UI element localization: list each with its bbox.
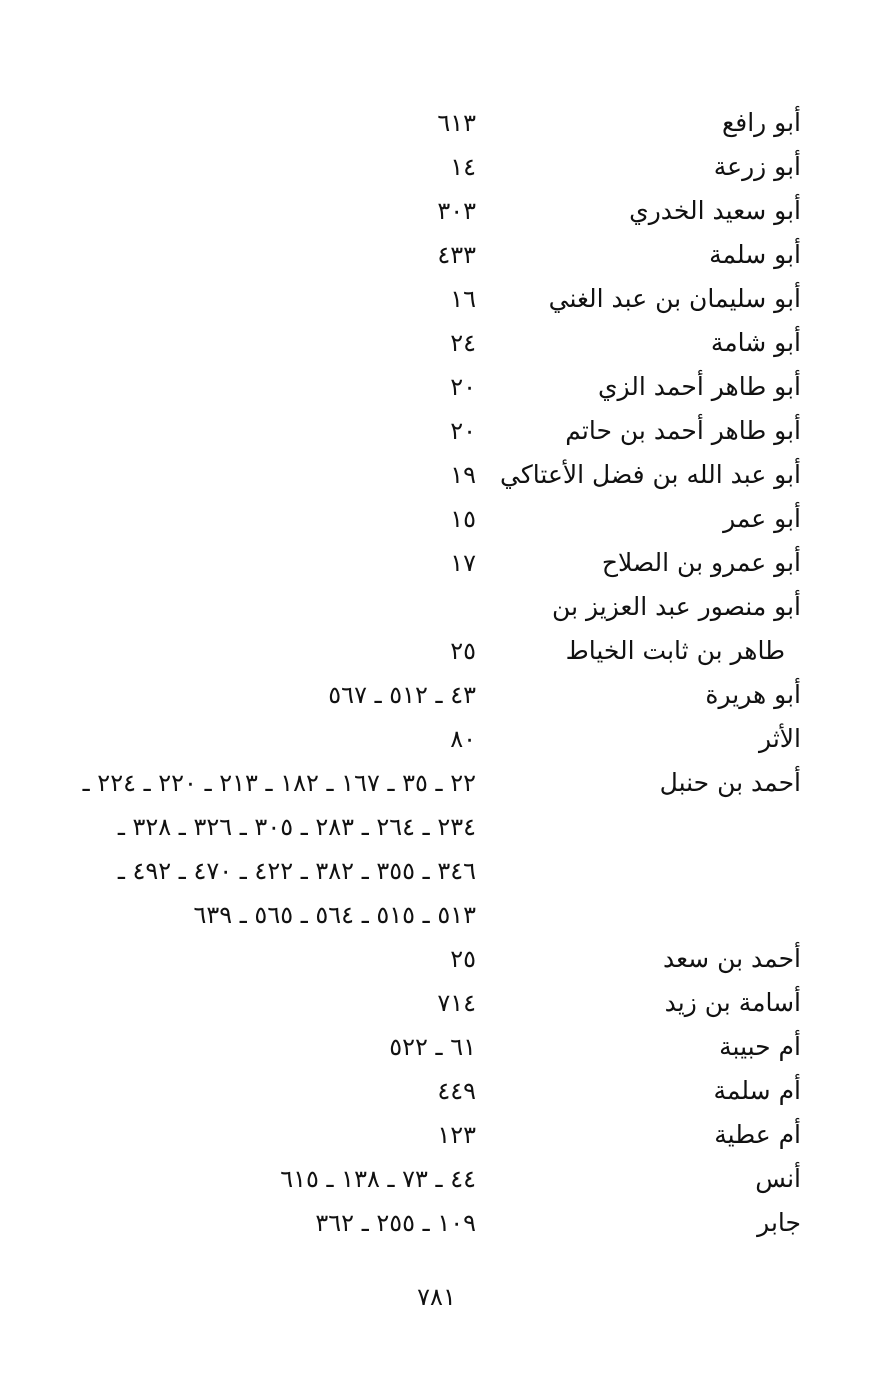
- index-entry: [0, 276, 873, 320]
- entry-name: أحمد بن حنبل: [659, 768, 801, 797]
- entry-name: أم سلمة: [713, 1076, 801, 1105]
- entry-name: أبو منصور عبد العزيز بن: [552, 592, 801, 621]
- entry-name: الأثر: [759, 724, 801, 753]
- page-number: ٧٨١: [417, 1283, 456, 1311]
- index-entry: [0, 364, 873, 408]
- entry-name: أبو سلمة: [709, 240, 801, 269]
- entry-pages: ٦١ ـ ٥٢٢: [389, 1033, 476, 1061]
- entry-pages: ٢٥: [450, 637, 476, 665]
- entry-name: أبو شامة: [710, 328, 801, 357]
- entry-pages: ٤٤ ـ ٧٣ ـ ١٣٨ ـ ٦١٥: [280, 1165, 476, 1193]
- entry-name: أم حبيبة: [719, 1032, 801, 1061]
- entry-pages: ١٥: [450, 505, 476, 533]
- entry-name: أبو زرعة: [713, 152, 801, 181]
- entry-pages: ٢٠: [450, 373, 476, 401]
- entry-name: أنس: [755, 1164, 801, 1193]
- index-entry: [0, 408, 873, 452]
- entry-name: أبو عمرو بن الصلاح: [601, 548, 801, 577]
- entry-pages: ١٤: [450, 153, 476, 181]
- entry-pages: ١٦: [450, 285, 476, 313]
- index-entry: [0, 1068, 873, 1112]
- index-entry: [0, 716, 873, 760]
- entry-pages-continuation: ٣٤٦ ـ ٣٥٥ ـ ٣٨٢ ـ ٤٢٢ ـ ٤٧٠ ـ ٤٩٢ ـ: [117, 857, 476, 885]
- index-entry: [0, 188, 873, 232]
- entry-pages: ٢٠: [450, 417, 476, 445]
- index-entry: [0, 232, 873, 276]
- index-entry: [0, 100, 873, 144]
- entry-pages: ١٢٣: [437, 1121, 476, 1149]
- entry-pages: ١٧: [450, 549, 476, 577]
- entry-name: أبو سعيد الخدري: [629, 196, 801, 225]
- entry-name: جابر: [757, 1208, 801, 1237]
- entry-name: أبو هريرة: [705, 680, 801, 709]
- entry-name: أبو عمر: [723, 504, 801, 533]
- index-entry-pages-continuation: [0, 804, 873, 848]
- entry-pages: ٨٠: [450, 725, 476, 753]
- index-entry: [0, 1024, 873, 1068]
- index-entry: [0, 760, 873, 804]
- entry-name: أبو طاهر أحمد بن حاتم: [565, 416, 801, 445]
- name-index-list: [0, 100, 873, 1244]
- entry-pages: ٤٣ ـ ٥١٢ ـ ٥٦٧: [328, 681, 476, 709]
- index-entry: [0, 672, 873, 716]
- entry-pages: ٢٥: [450, 945, 476, 973]
- entry-name: أبو طاهر أحمد الزي: [597, 372, 801, 401]
- entry-name: أبو سليمان بن عبد الغني: [548, 284, 801, 313]
- index-entry: [0, 1112, 873, 1156]
- index-entry-pages-continuation: [0, 848, 873, 892]
- entry-name: أبو عبد الله بن فضل الأعتاكي: [500, 460, 801, 489]
- entry-pages: ٢٢ ـ ٣٥ ـ ١٦٧ ـ ١٨٢ ـ ٢١٣ ـ ٢٢٠ ـ ٢٢٤ ـ: [82, 769, 476, 797]
- entry-pages: ٣٠٣: [437, 197, 476, 225]
- index-entry: [0, 320, 873, 364]
- entry-name-continuation: طاهر بن ثابت الخياط: [565, 636, 785, 665]
- index-entry: [0, 1156, 873, 1200]
- entry-pages: ٤٤٩: [437, 1077, 476, 1105]
- index-entry: [0, 540, 873, 584]
- index-entry-pages-continuation: [0, 892, 873, 936]
- index-entry: [0, 144, 873, 188]
- index-entry: [0, 452, 873, 496]
- index-entry: [0, 936, 873, 980]
- entry-pages: ٤٣٣: [437, 241, 476, 269]
- index-entry-continuation: [0, 628, 873, 672]
- entry-pages: ١٠٩ ـ ٢٥٥ ـ ٣٦٢: [315, 1209, 476, 1237]
- entry-name: أبو رافع: [721, 108, 801, 137]
- index-entry: [0, 496, 873, 540]
- index-entry: [0, 1200, 873, 1244]
- index-entry: [0, 980, 873, 1024]
- entry-name: أحمد بن سعد: [663, 944, 801, 973]
- index-entry: [0, 584, 873, 628]
- entry-pages: ٧١٤: [437, 989, 476, 1017]
- entry-pages-continuation: ٢٣٤ ـ ٢٦٤ ـ ٢٨٣ ـ ٣٠٥ ـ ٣٢٦ ـ ٣٢٨ ـ: [117, 813, 476, 841]
- entry-pages-continuation: ٥١٣ ـ ٥١٥ ـ ٥٦٤ ـ ٥٦٥ ـ ٦٣٩: [193, 901, 476, 929]
- entry-pages: ٢٤: [450, 329, 476, 357]
- entry-name: أسامة بن زيد: [664, 988, 801, 1017]
- entry-pages: ٦١٣: [437, 109, 476, 137]
- entry-name: أم عطية: [714, 1120, 801, 1149]
- entry-pages: ١٩: [450, 461, 476, 489]
